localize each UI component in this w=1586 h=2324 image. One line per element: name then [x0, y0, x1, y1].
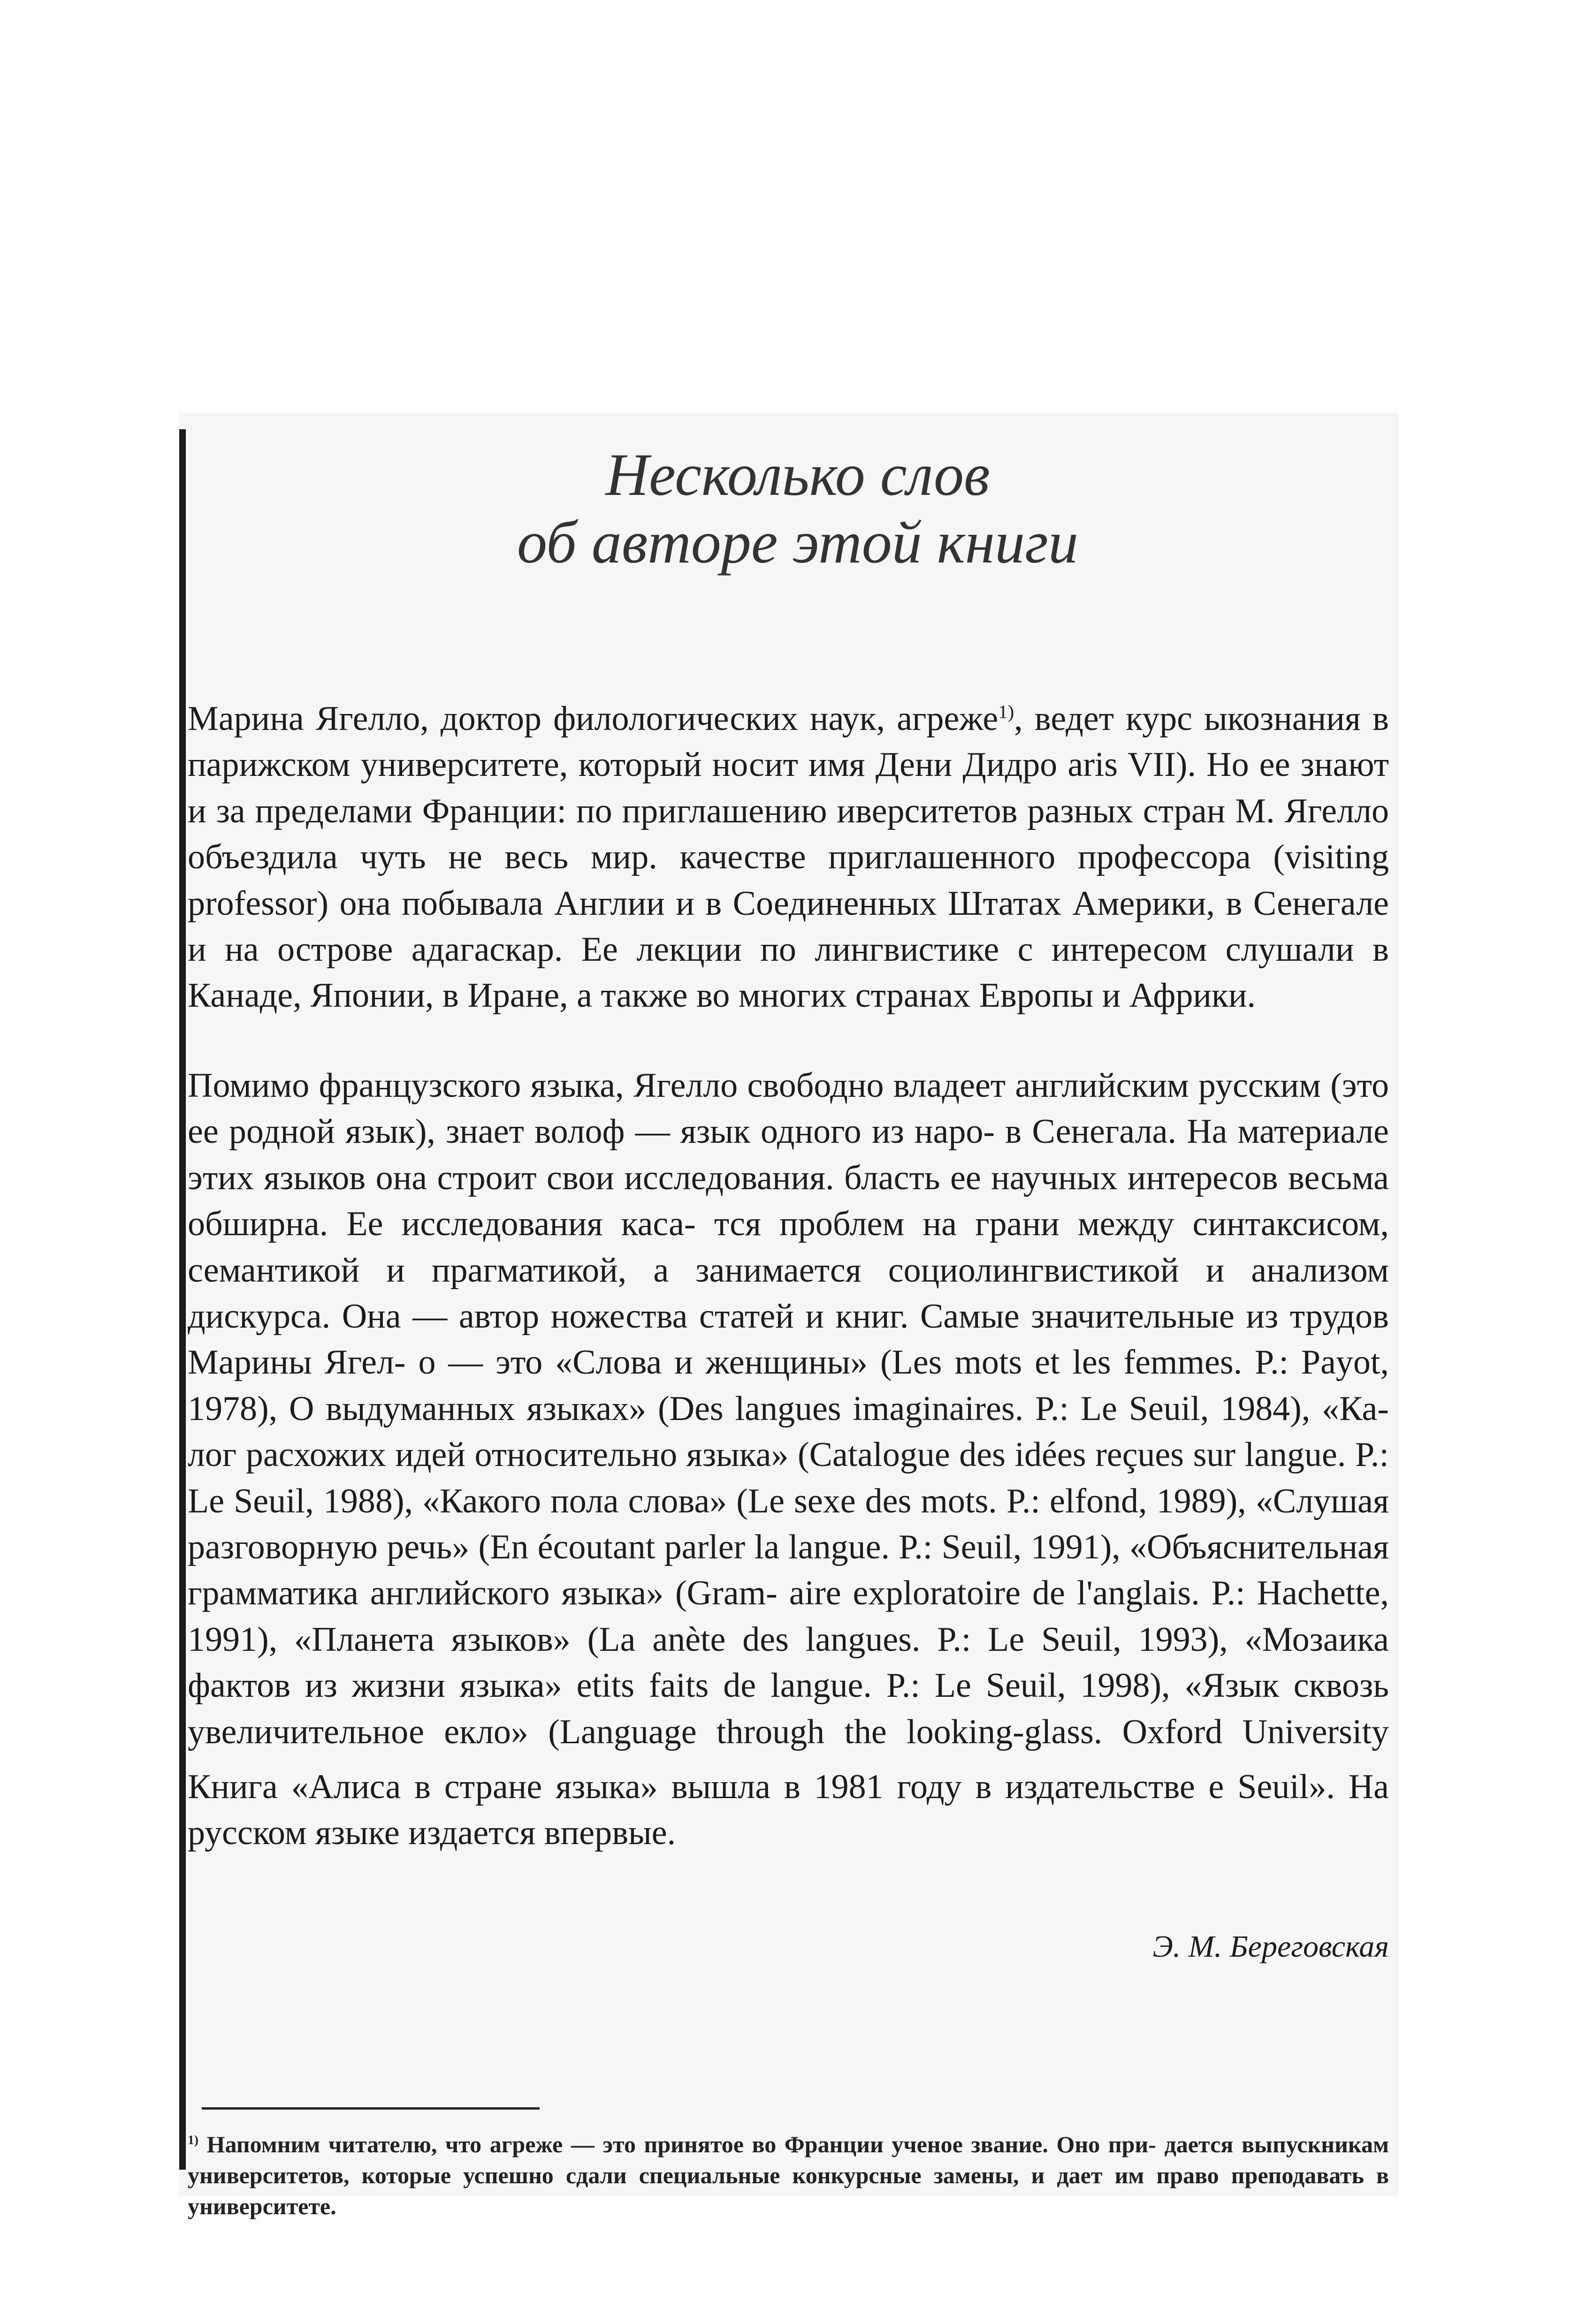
paragraph-3: Книга «Алиса в стране языка» вышла в 1981 году в издательстве e Seuil». На русском языке издается впервые.: [188, 1768, 1389, 1853]
chapter-heading: [282, 441, 1314, 576]
footnote-reference: 1): [998, 701, 1014, 722]
binding-edge-shadow: [179, 429, 186, 2170]
author-signature: Э. М. Береговская: [1152, 1929, 1389, 1964]
footnote-text: Напомним читателю, что агреже — это принятое во Франции ученое звание. Оно при- дается выпускникам университетов, которые успешно сдали специальные конкурсные замены, и дает им право преподавать в университете.: [188, 2131, 1389, 2219]
footnote: [188, 2129, 1389, 2222]
paragraph-2: Помимо французского языка, Ягелло свободно владеет английским русским (это ее родной язык), знает волоф — язык одного из наро- в Сенегала. На материале этих языков она строит свои исследования. бласть ее научных интересов весьма обширна. Ее исследования каса- тся проблем на грани между синтаксисом, семантикой и прагматикой, а занимается социолингвистикой и анализом дискурса. Она — автор ножества статей и книг. Самые значительные из трудов Марины Ягел- о — это «Слова и женщины» (Les mots et les femmes. P.: Payot, 1978), О выдуманных языках» (Des langues imaginaires. P.: Le Seuil, 1984), «Ка- лог расхожих идей относительно языка» (Catalogue des idées reçues sur langue. P.: Le Seuil, 1988), «Какого пола слова» (Le sexe des mots. P.: elfond, 1989), «Слушая разговорную речь» (En écoutant parler la langue. P.: Seuil, 1991), «Объяснительная грамматика английского языка» (Gram- aire exploratoire de l'anglais. P.: Hachette, 1991), «Планета языков» (La anète des langues. P.: Le Seuil, 1993), «Мозаика фактов из жизни языка» etits faits de langue. P.: Le Seuil, 1998), «Язык сквозь увеличительное екло» (Language through the looking-glass. Oxford University: [188, 1066, 1389, 1751]
footnote-marker: 1): [188, 2132, 198, 2147]
paragraph-1: [188, 696, 1389, 1043]
footnote-divider: [202, 2107, 540, 2110]
paragraph-1-rest: , ведет курс ыкознания в парижском университете, который носит имя Дени Дидро aris VII). Но ее знают и за пределами Франции: по приглашению иверситетов разных стран М. Ягелло объездила чуть не весь мир. качестве приглашенного профессора (visiting professor) она побывала Англии и в Соединенных Штатах Америки, в Сенегале и на острове адагаскар. Ее лекции по лингвистике с интересом слушали в Канаде, Японии, в Иране, а также во многих странах Европы и Африки.: [188, 699, 1389, 1015]
heading-line-2: об авторе этой книги: [517, 509, 1078, 576]
paragraph-1-start: Марина Ягелло, доктор филологических наук, агреже: [188, 699, 999, 738]
heading-line-1: Несколько слов: [605, 441, 990, 508]
